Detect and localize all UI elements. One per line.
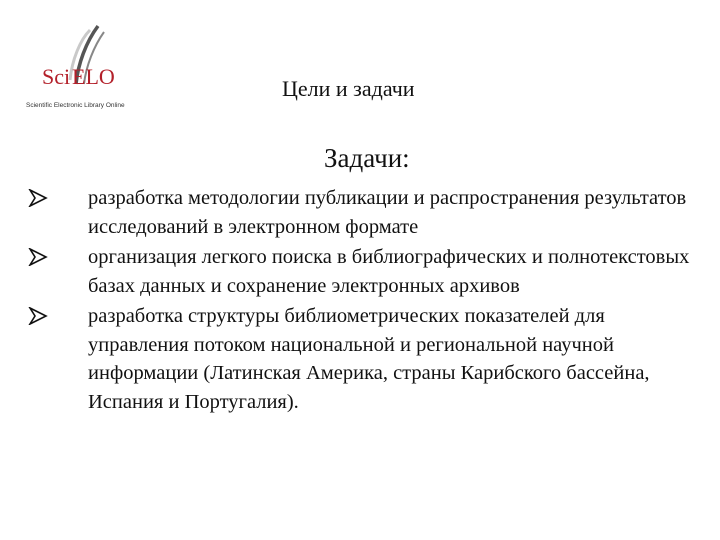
scielo-logo	[20, 20, 140, 115]
slide-title: Цели и задачи	[282, 76, 415, 101]
svg-text:ELO: ELO	[72, 64, 115, 89]
scielo-logo-icon	[20, 20, 140, 100]
logo-tagline: Scientific Electronic Library Online	[26, 102, 125, 109]
task-list	[28, 184, 700, 418]
task-text: разработка структуры библиометрических показателей для управления потоком национальной и региональной научной информации (Латинская Америка, страны Карибского бассейна, Испания и Португалия).	[88, 305, 650, 413]
arrowhead-bullet-icon	[28, 248, 48, 266]
section-heading: Задачи:	[324, 143, 410, 173]
task-text: организация легкого поиска в библиографических и полнотекстовых базах данных и сохранение электронных архивов	[88, 246, 690, 297]
list-item	[28, 243, 700, 300]
arrowhead-bullet-icon	[28, 307, 48, 325]
svg-text:Sci: Sci	[42, 64, 71, 89]
list-item	[28, 302, 700, 416]
list-item	[28, 184, 700, 241]
arrowhead-bullet-icon	[28, 189, 48, 207]
task-text: разработка методологии публикации и распространения результатов исследований в электронном формате	[88, 187, 687, 238]
